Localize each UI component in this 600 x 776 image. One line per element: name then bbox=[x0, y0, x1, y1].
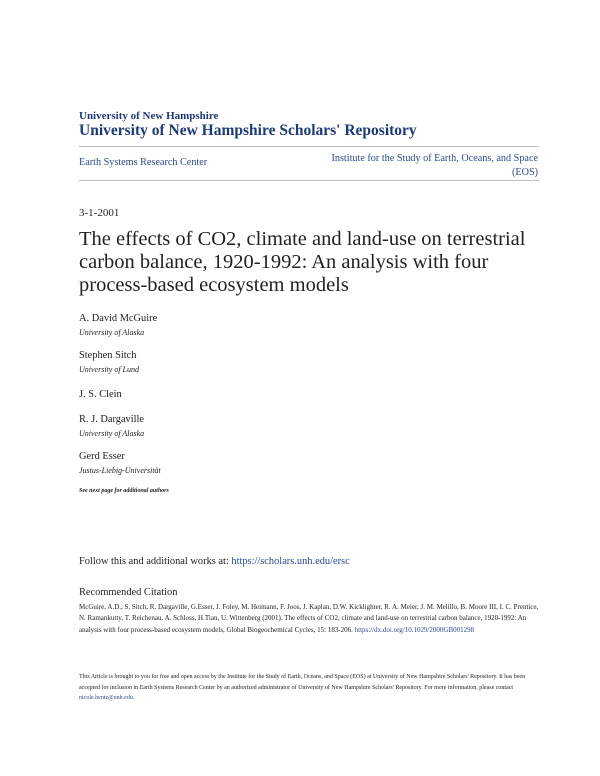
author-name: R. J. Dargaville bbox=[79, 414, 145, 425]
notice-body: This Article is brought to you for free and open access by the Institute for the Study of Earth, Oceans, and Space (EOS) at University of New Hampshire Scholars' Repository. It has been accepted for inclusion in Earth Systems Research Center by an authorized administrator of University of New Hampshire Scholars' Repository. For more information, please contact bbox=[79, 674, 526, 691]
collection-eos-line2: (EOS) bbox=[511, 167, 538, 178]
recommended-citation-heading: Recommended Citation bbox=[79, 587, 178, 598]
author-affiliation: University of Alaska bbox=[79, 328, 145, 337]
article-title: The effects of CO2, climate and land-use on terrestrial carbon balance, 1920-1992: An analysis with four process-based ecosystem models bbox=[79, 228, 526, 296]
collection-link-eos[interactable] bbox=[300, 152, 538, 180]
collections-divider bbox=[79, 180, 539, 181]
doi-link[interactable]: https://dx.doi.org/10.1029/2000GB001298 bbox=[354, 625, 475, 634]
author-affiliation: Justus-Liebig-Universität bbox=[79, 466, 161, 475]
author-name: J. S. Clein bbox=[79, 389, 122, 400]
author-name: A. David McGuire bbox=[79, 313, 158, 324]
author-affiliation: University of Alaska bbox=[79, 429, 145, 438]
author-name: Gerd Esser bbox=[79, 451, 125, 462]
follow-text: Follow this and additional works at: bbox=[79, 556, 232, 567]
institution-name: University of New Hampshire bbox=[79, 110, 219, 122]
collection-link-ersc[interactable]: Earth Systems Research Center bbox=[79, 157, 208, 168]
header-divider bbox=[79, 146, 539, 147]
repository-name[interactable]: University of New Hampshire Scholars' Repository bbox=[79, 122, 417, 139]
author-affiliation: University of Lund bbox=[79, 365, 139, 374]
notice-end: . bbox=[132, 695, 135, 701]
publication-date: 3-1-2001 bbox=[79, 207, 120, 219]
citation-body: McGuire, A.D., S. Sitch, R. Dargaville, G.Esser, J. Foley, M. Heimann, F. Joos, J. Kaplan, D.W. Kicklighter, R. A. Meier, J. M. Melillo, B. Moore III, I. C. Prentice, N. Ramankutty, T. Reichenau, A. Schloss, H.Tian, U. Wittenberg (2001). The effects of CO2, climate and land-use on terrestrial carbon balance, 1920-1992: An analysis with four process-based ecosystem models, Global Biogeochemical Cycles, 15: 183-206. bbox=[79, 603, 539, 634]
more-authors-note: See next page for additional authors bbox=[79, 488, 169, 494]
author-name: Stephen Sitch bbox=[79, 350, 137, 361]
follow-line bbox=[79, 556, 350, 567]
citation-text bbox=[79, 602, 541, 636]
follow-link[interactable]: https://scholars.unh.edu/ersc bbox=[231, 556, 350, 567]
access-notice bbox=[79, 672, 541, 704]
collection-eos-line1: Institute for the Study of Earth, Oceans, and Space bbox=[331, 153, 538, 164]
contact-email-link[interactable]: nicole.hentz@unh.edu bbox=[79, 695, 133, 701]
